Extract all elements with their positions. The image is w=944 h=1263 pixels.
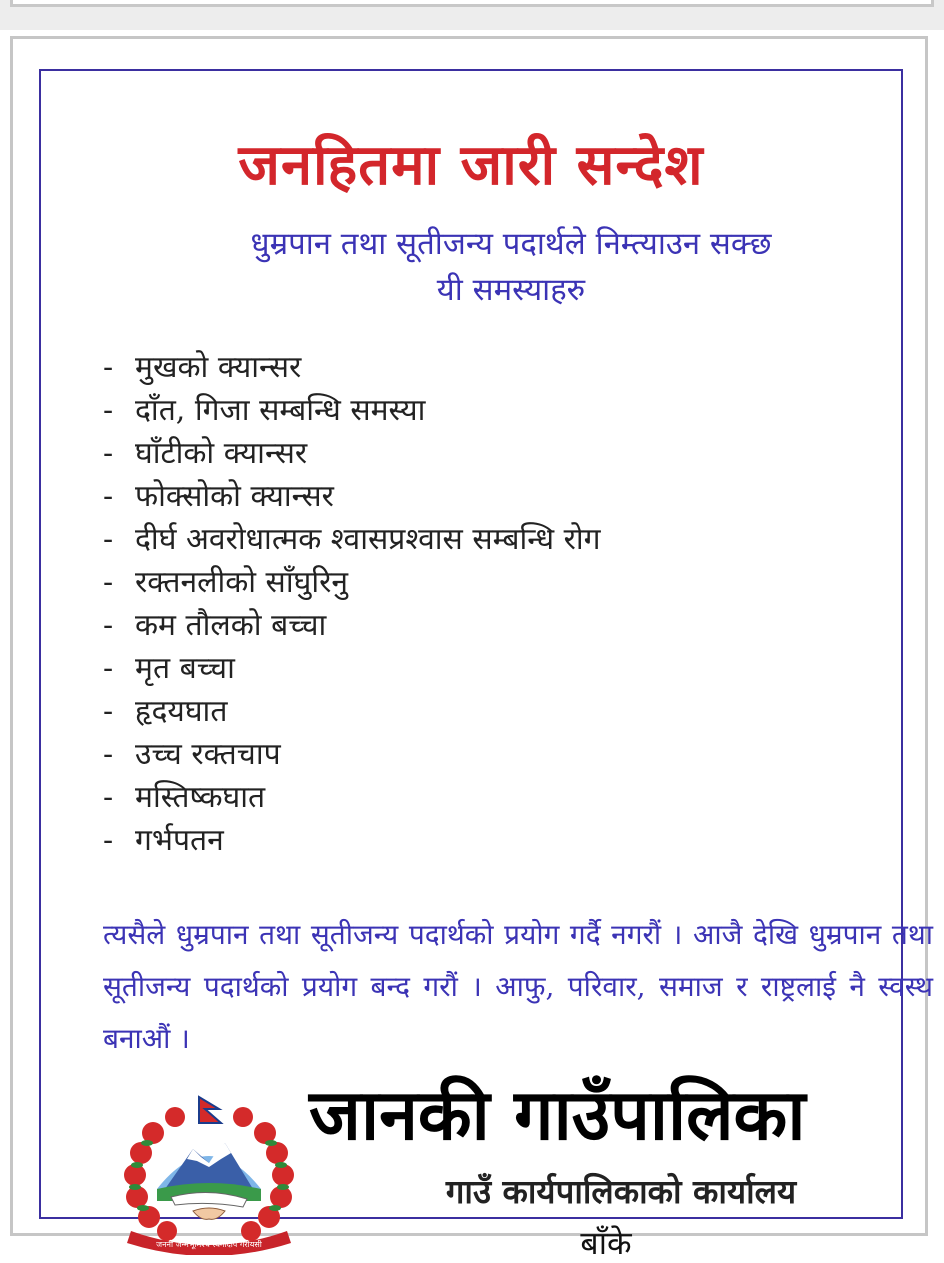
district-name: बाँके xyxy=(580,1224,632,1262)
subtitle-line-1: धुम्रपान तथा सूतीजन्य पदार्थले निम्त्याउन सक्छ xyxy=(250,226,772,262)
list-item-text: उच्च रक्तचाप xyxy=(135,737,281,772)
list-item-text: मुखको क्यान्सर xyxy=(135,350,302,385)
nepal-coat-of-arms-icon xyxy=(113,1093,305,1255)
list-item-text: फोक्सोको क्यान्सर xyxy=(135,479,334,514)
list-marker: - xyxy=(103,436,114,471)
svg-text:जननी जन्मभूमिश्च स्वर्गादपि गर: जननी जन्मभूमिश्च स्वर्गादपि गरीयसी xyxy=(156,1240,262,1249)
list-item-text: गर्भपतन xyxy=(135,823,224,858)
list-item xyxy=(103,776,903,819)
list-item xyxy=(103,819,903,862)
list-item xyxy=(103,561,903,604)
notice-card xyxy=(10,36,933,1262)
list-marker: - xyxy=(103,479,114,514)
list-marker: - xyxy=(103,608,114,643)
top-strip xyxy=(0,0,944,30)
previous-card-edge xyxy=(10,0,934,7)
list-item-text: मृत बच्चा xyxy=(135,651,235,686)
list-item xyxy=(103,647,903,690)
list-item xyxy=(103,389,903,432)
list-marker: - xyxy=(103,780,114,815)
notice-frame xyxy=(39,69,933,1262)
awareness-message: त्यसैले धुम्रपान तथा सूतीजन्य पदार्थको प्रयोग गर्दै नगरौं । आजै देखि धुम्रपान तथा सूतीजन्य पदार्थको प्रयोग बन्द गरौं । आफु, परिवार, समाज र राष्ट्रलाई नै स्वस्थ बनाऔं । xyxy=(103,918,933,1055)
health-problems-list xyxy=(103,346,903,862)
list-marker: - xyxy=(103,694,114,729)
office-subtitle: गाउँ कार्यपालिकाको कार्यालय xyxy=(445,1172,797,1211)
list-marker: - xyxy=(103,522,114,557)
list-marker: - xyxy=(103,565,114,600)
list-item xyxy=(103,604,903,647)
list-marker: - xyxy=(103,823,114,858)
list-item xyxy=(103,432,903,475)
list-marker: - xyxy=(103,350,114,385)
list-item-text: कम तौलको बच्चा xyxy=(135,608,327,643)
list-item xyxy=(103,475,903,518)
list-marker: - xyxy=(103,651,114,686)
list-item-text: दीर्घ अवरोधात्मक श्वासप्रश्वास सम्बन्धि रोग xyxy=(135,522,601,557)
subtitle-line-2: यी समस्याहरु xyxy=(436,272,586,308)
list-item-text: घाँटीको क्यान्सर xyxy=(135,436,308,471)
list-item-text: मस्तिष्कघात xyxy=(135,780,266,815)
list-item-text: दाँत, गिजा सम्बन्धि समस्या xyxy=(135,393,426,428)
list-item xyxy=(103,346,903,389)
list-marker: - xyxy=(103,737,114,772)
list-marker: - xyxy=(103,393,114,428)
notice-subtitle xyxy=(101,221,921,313)
list-item-text: रक्तनलीको साँघुरिनु xyxy=(135,565,349,600)
list-item xyxy=(103,518,903,561)
list-item xyxy=(103,733,903,776)
municipality-name: जानकी गाउँपालिका xyxy=(309,1074,806,1156)
notice-title: जनहितमा जारी सन्देश xyxy=(238,133,704,198)
list-item xyxy=(103,690,903,733)
list-item-text: हृदयघात xyxy=(135,694,228,729)
